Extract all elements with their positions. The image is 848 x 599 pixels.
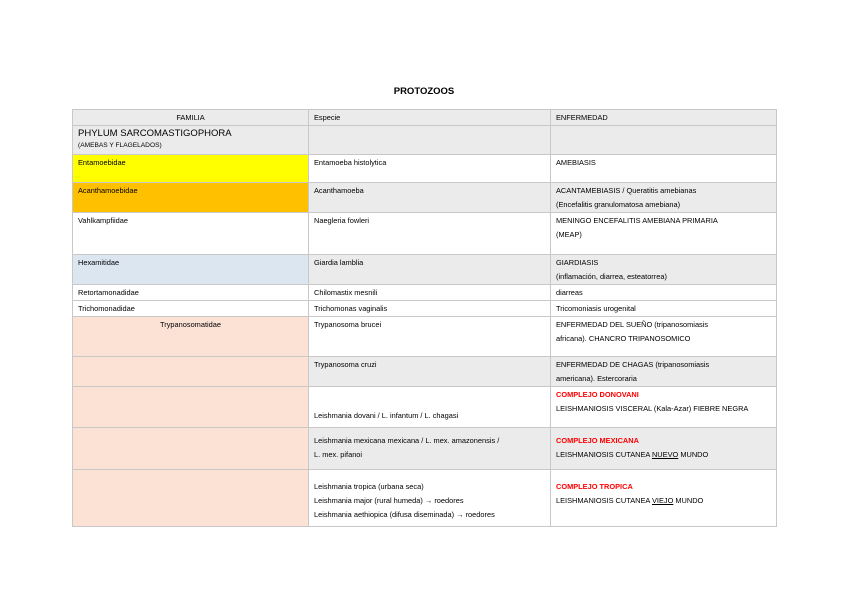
- table-row: [73, 357, 777, 387]
- especie-cell: Leishmania tropica (urbana seca) Leishmania major (rural humeda) → roedores Leishmania aethiopica (difusa diseminada) → roedores: [309, 470, 551, 527]
- table-row-phylum: [73, 126, 777, 155]
- table-row: [73, 470, 777, 527]
- complejo-label: COMPLEJO TROPICA: [556, 482, 633, 491]
- table-row: [73, 317, 777, 357]
- phylum-name: PHYLUM SARCOMASTIGOPHORA: [78, 128, 232, 139]
- familia-cell: Retortamonadidae: [73, 285, 309, 301]
- enfermedad-cell: GIARDIASIS (inflamación, diarrea, esteatorrea): [551, 255, 777, 285]
- enfermedad-cell: ACANTAMEBIASIS / Queratitis amebianas (Encefalitis granulomatosa amebiana): [551, 183, 777, 213]
- especie-cell: Trichomonas vaginalis: [309, 301, 551, 317]
- especie-cell: Naegleria fowleri: [309, 213, 551, 255]
- header-familia: FAMILIA: [73, 110, 309, 126]
- especie-cell: Trypanosoma cruzi: [309, 357, 551, 387]
- header-enfermedad: ENFERMEDAD: [551, 110, 777, 126]
- page-title: PROTOZOOS: [393, 86, 455, 97]
- phylum-subtitle: (AMEBAS Y FLAGELADOS): [78, 142, 162, 149]
- especie-cell: Chilomastix mesnili: [309, 285, 551, 301]
- enfermedad-cell: COMPLEJO DONOVANI LEISHMANIOSIS VISCERAL (Kala-Azar) FIEBRE NEGRA: [551, 387, 777, 428]
- table-row: [73, 155, 777, 183]
- enfermedad-cell: ENFERMEDAD DE CHAGAS (tripanosomiasis americana). Estercoraria: [551, 357, 777, 387]
- phylum-cell: [73, 126, 309, 155]
- enfermedad-cell: COMPLEJO MEXICANA LEISHMANIOSIS CUTANEA NUEVO MUNDO: [551, 428, 777, 470]
- especie-cell: Trypanosoma brucei: [309, 317, 551, 357]
- familia-cell: Trypanosomatidae: [73, 317, 309, 357]
- especie-cell: Acanthamoeba: [309, 183, 551, 213]
- familia-cell: Trichomonadidae: [73, 301, 309, 317]
- protozoa-table: [72, 109, 777, 527]
- enfermedad-cell: MENINGO ENCEFALITIS AMEBIANA PRIMARIA (MEAP): [551, 213, 777, 255]
- complejo-label: COMPLEJO MEXICANA: [556, 436, 639, 445]
- table-row: [73, 213, 777, 255]
- especie-cell: Entamoeba histolytica: [309, 155, 551, 183]
- especie-cell: Leishmania mexicana mexicana / L. mex. amazonensis / L. mex. pifanoi: [309, 428, 551, 470]
- empty-cell: [551, 126, 777, 155]
- enfermedad-cell: ENFERMEDAD DEL SUEÑO (tripanosomiasis africana). CHANCRO TRIPANOSOMICO: [551, 317, 777, 357]
- enfermedad-cell: COMPLEJO TROPICA LEISHMANIOSIS CUTANEA VIEJO MUNDO: [551, 470, 777, 527]
- table-row: [73, 255, 777, 285]
- especie-cell: Leishmania dovani / L. infantum / L. chagasi: [309, 387, 551, 428]
- familia-cell: Vahlkampfiidae: [73, 213, 309, 255]
- enfermedad-cell: Tricomoniasis urogenital: [551, 301, 777, 317]
- empty-cell: [309, 126, 551, 155]
- familia-cell: [73, 357, 309, 387]
- table-header-row: [73, 110, 777, 126]
- enfermedad-cell: AMEBIASIS: [551, 155, 777, 183]
- complejo-label: COMPLEJO DONOVANI: [556, 390, 639, 399]
- table-row: [73, 387, 777, 428]
- table-row: [73, 428, 777, 470]
- table-row: [73, 301, 777, 317]
- familia-cell: Hexamitidae: [73, 255, 309, 285]
- familia-cell: [73, 428, 309, 470]
- especie-cell: Giardia lamblia: [309, 255, 551, 285]
- familia-cell: [73, 470, 309, 527]
- familia-cell: Acanthamoebidae: [73, 183, 309, 213]
- table-row: [73, 183, 777, 213]
- table-row: [73, 285, 777, 301]
- familia-cell: [73, 387, 309, 428]
- enfermedad-cell: diarreas: [551, 285, 777, 301]
- header-especie: Especie: [309, 110, 551, 126]
- familia-cell: Entamoebidae: [73, 155, 309, 183]
